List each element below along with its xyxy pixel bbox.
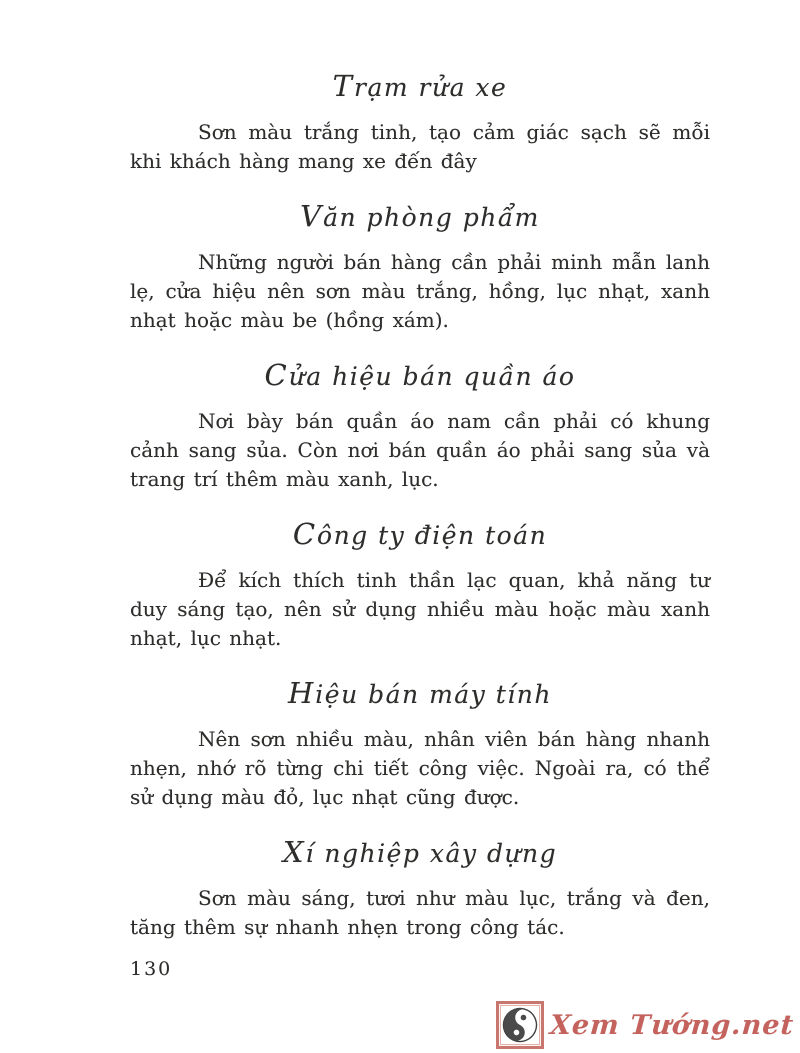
section-paragraph: Nên sơn nhiều màu, nhân viên bán hàng nhanh nhẹn, nhớ rõ từng chi tiết công việc. Ngoài ra, có thể sử dụng màu đỏ, lục nhạt cũng được. — [130, 727, 710, 809]
section-paragraph: Để kích thích tinh thần lạc quan, khả năng tư duy sáng tạo, nên sử dụng nhiều màu hoặc màu xanh nhạt, lục nhạt. — [130, 568, 710, 650]
section-paragraph: Nơi bày bán quần áo nam cần phải có khung cảnh sang sủa. Còn nơi bán quần áo phải sang sủa và trang trí thêm màu xanh, lục. — [130, 409, 710, 491]
section-heading: Văn phòng phẩm — [300, 199, 540, 233]
section-heading: Hiệu bán máy tính — [287, 676, 553, 710]
section-paragraph: Những người bán hàng cần phải minh mẫn lanh lẹ, cửa hiệu nên sơn màu trắng, hồng, lục nhạt, xanh nhạt hoặc màu be (hồng xám). — [130, 250, 710, 332]
section-paragraph: Sơn màu trắng tinh, tạo cảm giác sạch sẽ mỗi khi khách hàng mang xe đến đây — [130, 120, 710, 173]
section-heading: Công ty điện toán — [292, 517, 548, 551]
section-computer-shop — [130, 678, 710, 812]
section-heading: Xí nghiệp xây dựng — [282, 835, 558, 869]
page-number: 130 — [130, 958, 173, 980]
section-computing-company — [130, 519, 710, 653]
watermark — [496, 1001, 794, 1049]
watermark-text: Xem Tướng.net — [548, 1009, 796, 1041]
section-car-wash — [130, 71, 710, 176]
section-construction — [130, 837, 710, 942]
section-clothing-store — [130, 360, 710, 494]
yin-yang-icon — [496, 1001, 544, 1049]
section-paragraph: Sơn màu sáng, tươi như màu lục, trắng và đen, tăng thêm sự nhanh nhẹn trong công tác. — [130, 886, 710, 939]
section-stationery — [130, 201, 710, 335]
section-heading: Cửa hiệu bán quần áo — [264, 358, 576, 392]
section-heading: Trạm rửa xe — [332, 69, 508, 103]
